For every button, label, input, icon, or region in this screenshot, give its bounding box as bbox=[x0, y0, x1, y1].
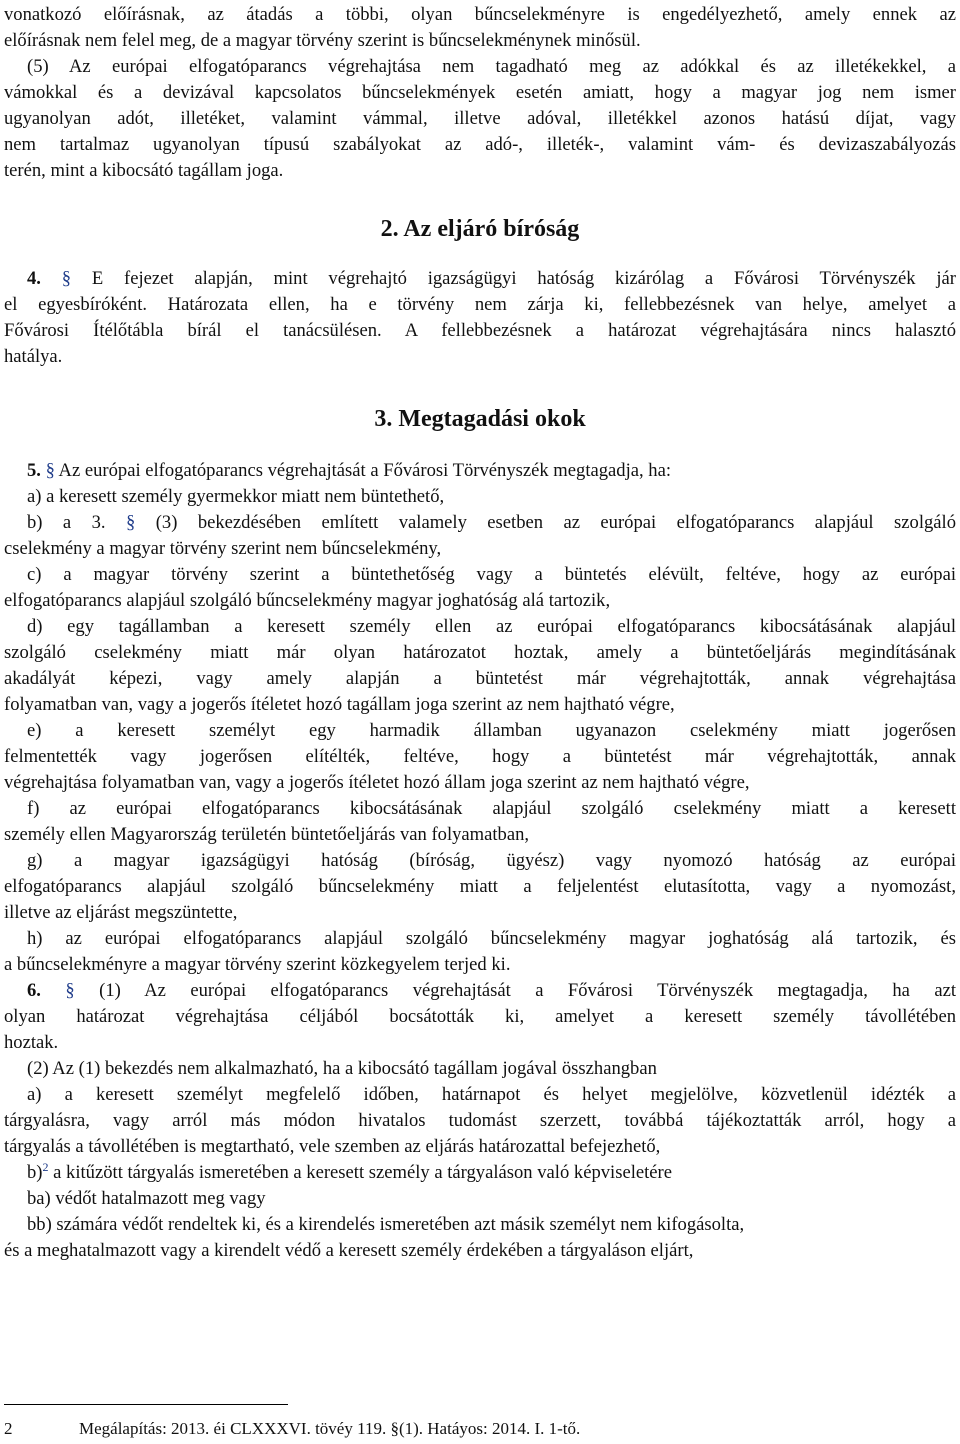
text-line: el egyesbíróként. Határozata ellen, ha e törvény nem zárja ki, fellebbezésnek van helye, amelyet a bbox=[4, 294, 956, 315]
text-line: hoztak. bbox=[4, 1032, 59, 1053]
text-line: terén, mint a kibocsátó tagállam joga. bbox=[4, 160, 284, 181]
paragraph-6-line: 6. § (1) Az európai elfogatóparancs végrehajtását a Fővárosi Törvényszék megtagadja, ha azt bbox=[27, 980, 957, 1001]
text-line: olyan határozat végrehajtása céljából bocsátották ki, amelyet a keresett személy távollétében bbox=[4, 1006, 956, 1027]
list-item: b) a 3. § (3) bekezdésében említett valamely esetben az európai elfogatóparancs alapjául szolgáló bbox=[27, 512, 956, 533]
text-line: nem tartalmaz ugyanolyan típusú szabályokat az adó-, illeték-, valamint vám- és devizaszabályozás bbox=[4, 134, 956, 155]
section-link[interactable]: § bbox=[125, 512, 136, 533]
text-line: cselekmény a magyar törvény szerint nem bűncselekmény, bbox=[4, 538, 442, 559]
section-link[interactable]: § bbox=[45, 460, 55, 481]
text-line: folyamatban van, vagy a jogerős ítéletet hozó tagállam joga szerint az nem hajtható végre, bbox=[4, 694, 675, 715]
text-line: (2) Az (1) bekezdés nem alkalmazható, ha a kibocsátó tagállam jogával összhangban bbox=[27, 1058, 657, 1079]
section-heading: 2. Az eljáró bíróság bbox=[380, 216, 580, 242]
footnote-ref[interactable]: 2 bbox=[42, 1159, 49, 1174]
text-line: elfogatóparancs alapjául szolgáló bűncselekmény miatt a feljelentést elutasította, vagy a nyomozást, bbox=[4, 876, 956, 897]
text-line: személy ellen Magyarország területén büntetőeljárás van folyamatban, bbox=[4, 824, 530, 845]
footnote-number: 2 bbox=[4, 1419, 13, 1438]
footnote bbox=[4, 1417, 580, 1441]
text-line: tárgyalásra, vagy arról más módon hivatalos tudomást szerzett, továbbá tájékoztatták arról, hogy a bbox=[4, 1110, 956, 1131]
text-line: akadályát képezi, vagy amely alapján a büntetést már végrehajtották, annak végrehajtása bbox=[4, 668, 956, 689]
section-link[interactable]: § bbox=[61, 268, 72, 289]
text-line: tárgyalás a távollétében is megtartható, vele szemben az eljárás határozattal befejezhető, bbox=[4, 1136, 661, 1157]
text-line: illetve az eljárást megszüntette, bbox=[4, 902, 238, 923]
section-heading: 3. Megtagadási okok bbox=[374, 406, 586, 432]
text-line: vámokkal és a devizával kapcsolatos bűncselekmények esetén amiatt, hogy a magyar jog nem ismer bbox=[4, 82, 956, 103]
list-item: d) egy tagállamban a keresett személy ellen az európai elfogatóparancs kibocsátásának alapjául bbox=[27, 616, 956, 637]
list-item: ba) védőt hatalmazott meg vagy bbox=[27, 1188, 266, 1209]
paragraph-number: 4. bbox=[27, 268, 41, 289]
text-line: felmentették vagy jogerősen elítélték, feltéve, hogy a büntetést már végrehajtották, annak bbox=[4, 746, 956, 767]
text-line: Fővárosi Ítélőtábla bírál el tanácsülésen. A fellebbezésnek a határozat végrehajtására nincs halasztó bbox=[4, 320, 956, 341]
list-item: a) a keresett személy gyermekkor miatt nem büntethető, bbox=[27, 486, 445, 507]
list-item: f) az európai elfogatóparancs kibocsátásának alapjául szolgáló cselekmény miatt a keresett bbox=[27, 798, 956, 819]
list-item: a) a keresett személyt megfelelő időben, határnapot és helyet megjelölve, közvetlenül idézték a bbox=[27, 1084, 956, 1105]
list-item: bb) számára védőt rendeltek ki, és a kirendelés ismeretében azt másik személyt nem kifogásolta, bbox=[27, 1214, 745, 1235]
text-line: (5) Az európai elfogatóparancs végrehajtása nem tagadható meg az adókkal és az illetékekkel, a bbox=[27, 56, 956, 77]
paragraph-number: 6. bbox=[27, 980, 41, 1001]
text-line: ugyanolyan adót, illetéket, valamint vámmal, illetve adóval, illetékkel azonos hatású díjat, vagy bbox=[4, 108, 956, 129]
list-item: c) a magyar törvény szerint a büntethetőség vagy a büntetés elévült, feltéve, hogy az európai bbox=[27, 564, 956, 585]
text-line: vonatkozó előírásnak, az átadás a többi, olyan bűncselekményre is engedélyezhető, amely ennek az bbox=[4, 4, 956, 25]
text-line: szolgáló cselekmény miatt már olyan határozatot hoztak, amely a büntetőeljárás megindításának bbox=[4, 642, 956, 663]
paragraph-5-line: 5. § Az európai elfogatóparancs végrehajtását a Fővárosi Törvényszék megtagadja, ha: bbox=[27, 460, 672, 481]
list-item: h) az európai elfogatóparancs alapjául szolgáló bűncselekmény magyar joghatóság alá tartozik, és bbox=[27, 928, 956, 949]
paragraph-4-line: 4. § E fejezet alapján, mint végrehajtó igazságügyi hatóság kizárólag a Fővárosi Törvényszék jár bbox=[27, 268, 956, 289]
text-line: végrehajtása folyamatban van, vagy a jogerős ítéletet hozó állam joga szerint az nem hajtható végre, bbox=[4, 772, 750, 793]
footnote-text: Megálapítás: 2013. éi CLXXXVI. tövéy 119. §(1). Hatáyos: 2014. I. 1-tő. bbox=[79, 1419, 581, 1438]
text-line: hatálya. bbox=[4, 346, 63, 367]
list-item: b)$^2$ a kitűzött tárgyalás ismeretében a keresett személy a tárgyaláson való képviseletére bbox=[27, 1159, 672, 1183]
section-link[interactable]: § bbox=[65, 980, 75, 1001]
paragraph-number: 5. bbox=[27, 460, 41, 481]
text-line: előírásnak nem felel meg, de a magyar törvény szerint is bűncselekménynek minősül. bbox=[4, 30, 641, 51]
text-line: és a meghatalmazott vagy a kirendelt védő a keresett személy érdekében a tárgyaláson eljárt, bbox=[4, 1240, 694, 1261]
list-item: e) a keresett személyt egy harmadik államban ugyanazon cselekmény miatt jogerősen bbox=[27, 720, 956, 741]
text-line: a bűncselekményre a magyar törvény szerint közkegyelem terjed ki. bbox=[4, 954, 511, 975]
footnote-divider bbox=[4, 1404, 288, 1405]
list-item: g) a magyar igazságügyi hatóság (bíróság, ügyész) vagy nyomozó hatóság az európai bbox=[27, 850, 956, 871]
text-line: elfogatóparancs alapjául szolgáló bűncselekmény magyar joghatóság alá tartozik, bbox=[4, 590, 611, 611]
